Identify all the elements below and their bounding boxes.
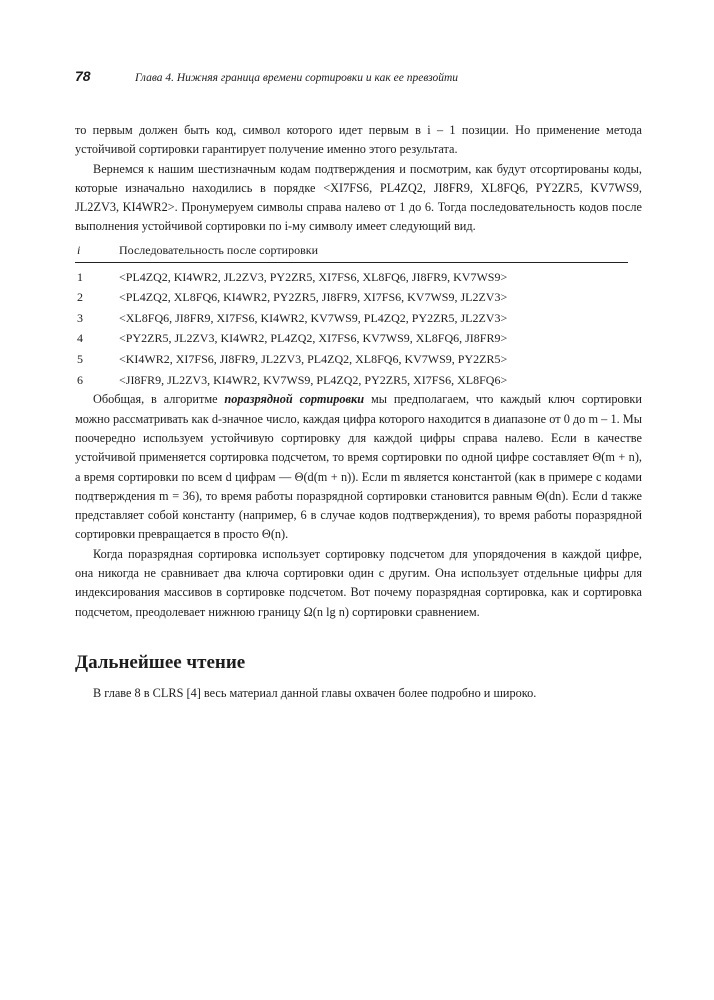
row-index: 1 bbox=[77, 269, 83, 284]
row-sequence: <PY2ZR5, JL2ZV3, KI4WR2, PL4ZQ2, XI7FS6, KV7WS9, XL8FQ6, JI8FR9> bbox=[119, 331, 508, 346]
paragraph-4: Когда поразрядная сортировка использует сортировку подсчетом для упорядочения в каждой цифре, она никогда не сравнивает два ключа сортировки один с другим. Она использует отдельные цифры для индексирования массивов в сортировке подсчетом. Вот почему поразрядная сортировка, как и сортировка подсчетом, преодолевает нижнюю границу Ω(n lg n) сортировки сравнением. bbox=[75, 546, 642, 619]
row-index: 3 bbox=[77, 310, 83, 325]
paragraph-3-lead: Обобщая, в алгоритме bbox=[93, 392, 225, 407]
table-header-i: i bbox=[77, 243, 81, 258]
table-header-sequence: Последовательность после сортировки bbox=[119, 243, 318, 258]
page-header bbox=[75, 68, 645, 84]
row-index: 6 bbox=[77, 372, 83, 387]
paragraph-3 bbox=[75, 390, 642, 544]
row-sequence: <PL4ZQ2, KI4WR2, JL2ZV3, PY2ZR5, XI7FS6, XL8FQ6, JI8FR9, KV7WS9> bbox=[119, 269, 508, 284]
row-sequence: <JI8FR9, JL2ZV3, KI4WR2, KV7WS9, PL4ZQ2, PY2ZR5, XI7FS6, XL8FQ6> bbox=[119, 372, 508, 387]
table-row bbox=[75, 370, 628, 391]
table-row bbox=[75, 267, 628, 288]
running-head: Глава 4. Нижняя граница времени сортировки и как ее превзойти bbox=[135, 72, 459, 84]
paragraph-1: то первым должен быть код, символ которого идет первым в i – 1 позиции. Но применение метода устойчивой сортировки гарантирует получение именно этого результата. bbox=[75, 123, 642, 157]
row-index: 5 bbox=[77, 351, 83, 366]
table-row bbox=[75, 308, 628, 329]
paragraph-2: Вернемся к нашим шестизначным кодам подтверждения и посмотрим, как будут отсортированы коды, которые изначально находились в порядке <XI7FS6, PL4ZQ2, JI8FR9, XL8FQ6, PY2ZR5, KV7WS9, JL2ZV3, KI4WR2>. Пронумеруем символы справа налево от 1 до 6. Тогда последовательность кодов после выполнения устойчивой сортировки по i-му символу имеет следующий вид. bbox=[75, 161, 642, 234]
row-sequence: <PL4ZQ2, XL8FQ6, KI4WR2, PY2ZR5, JI8FR9, XI7FS6, KV7WS9, JL2ZV3> bbox=[119, 290, 508, 305]
table-row bbox=[75, 287, 628, 308]
table-row bbox=[75, 329, 628, 350]
row-sequence: <KI4WR2, XI7FS6, JI8FR9, JL2ZV3, PL4ZQ2, XL8FQ6, KV7WS9, PY2ZR5> bbox=[119, 351, 508, 366]
row-sequence: <XL8FQ6, JI8FR9, XI7FS6, KI4WR2, KV7WS9, PL4ZQ2, PY2ZR5, JL2ZV3> bbox=[119, 310, 508, 325]
paragraph-5: В главе 8 в CLRS [4] весь материал данной главы охвачен более подробно и широко. bbox=[93, 685, 537, 700]
row-index: 2 bbox=[77, 290, 83, 305]
radix-sort-term: поразрядной сортировки bbox=[224, 392, 365, 407]
page-number: 78 bbox=[75, 68, 91, 84]
sort-table bbox=[75, 240, 628, 391]
row-index: 4 bbox=[77, 331, 83, 346]
table-header bbox=[75, 240, 628, 263]
page-content bbox=[75, 121, 642, 703]
paragraph-3-body: мы предполагаем, что каждый ключ сортировки можно рассматривать как d-значное число, каждая цифра которого находится в диапазоне от 0 до m – 1. Мы поочередно используем устойчивую сортировку для каждой цифры справа налево. Если в качестве устойчивой применяется сортировка подсчетом, то время сортировки по одной цифре составляет Θ(m + n), а время сортировки по всем d цифрам — Θ(d(m + n)). Если m является константой (как в примере с кодами подтверждения m = 36), то время работы поразрядной сортировки становится равным Θ(dn). Если d также представляет собой константу (например, 6 в случае кодов подтверждения), то время работы поразрядной сортировки превращается в просто Θ(n). bbox=[75, 392, 642, 542]
section-heading: Дальнейшее чтение bbox=[75, 651, 246, 673]
table-row bbox=[75, 349, 628, 370]
